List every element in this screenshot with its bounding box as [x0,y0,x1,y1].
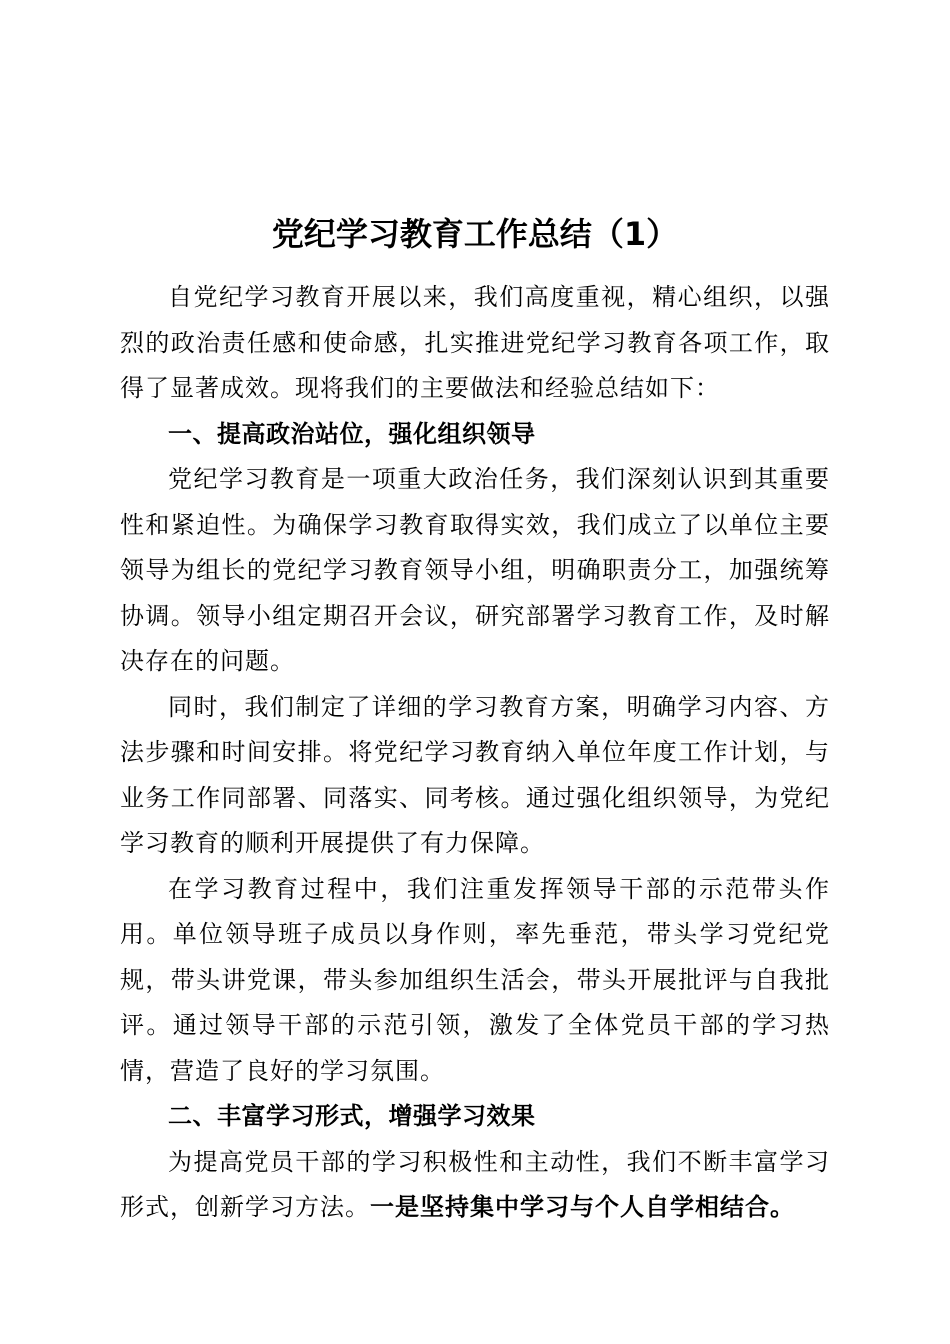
section-1-paragraph-2: 同时，我们制定了详细的学习教育方案，明确学习内容、方法步骤和时间安排。将党纪学习教育纳入单位年度工作计划，与业务工作同部署、同落实、同考核。通过强化组织领导，为党纪学习教育的顺利开展提供了有力保障。 [120,692,830,857]
section-heading-1: 一、提高政治站位，强化组织领导 [168,419,536,448]
section-1-paragraph-3: 在学习教育过程中，我们注重发挥领导干部的示范带头作用。单位领导班子成员以身作则，率先垂范，带头学习党纪党规，带头讲党课，带头参加组织生活会，带头开展批评与自我批评。通过领导干部的示范引领，激发了全体党员干部的学习热情，营造了良好的学习氛围。 [120,874,830,1085]
intro-paragraph: 自党纪学习教育开展以来，我们高度重视，精心组织，以强烈的政治责任感和使命感，扎实推进党纪学习教育各项工作，取得了显著成效。现将我们的主要做法和经验总结如下： [120,283,830,402]
section-1-paragraph-1: 党纪学习教育是一项重大政治任务，我们深刻认识到其重要性和紧迫性。为确保学习教育取得实效，我们成立了以单位主要领导为组长的党纪学习教育领导小组，明确职责分工，加强统筹协调。领导小组定期召开会议，研究部署学习教育工作，及时解决存在的问题。 [120,465,830,675]
section-2-paragraph-1-bold-text: 一是坚持集中学习与个人自学相结合。 [370,1193,795,1221]
section-2-paragraph-1 [120,1140,830,1231]
section-2-paragraph-1-text: 为提高党员干部的学习积极性和主动性，我们不断丰富学习形式，创新学习方法。 [120,1147,830,1221]
document-title: 党纪学习教育工作总结（1） [271,215,679,253]
section-heading-2: 二、丰富学习形式，增强学习效果 [168,1102,536,1130]
document-body [120,275,830,1231]
